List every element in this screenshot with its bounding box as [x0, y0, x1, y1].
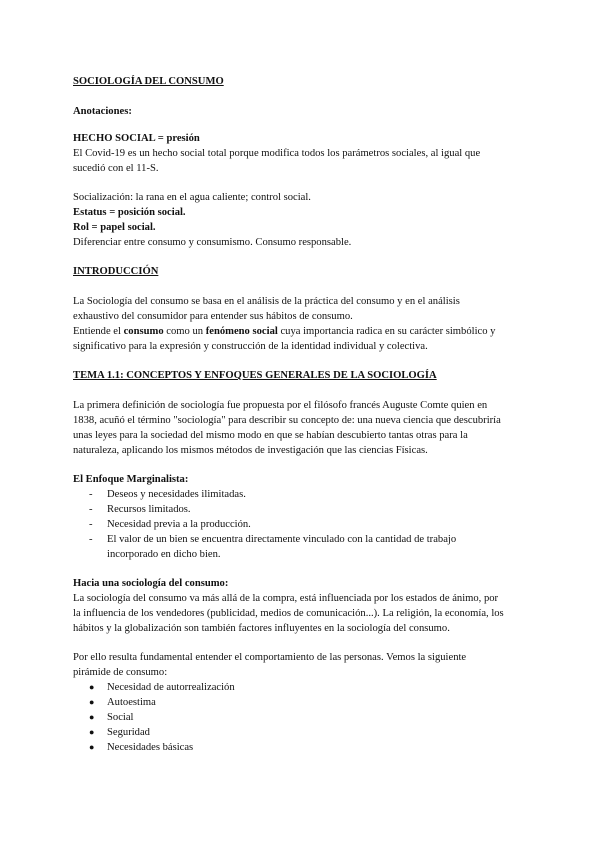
piramide-line-1: Por ello resulta fundamental entender el comportamiento de las personas. Vemos la siguiente	[73, 652, 467, 663]
intro-p1-line-2: exhaustivo del consumidor para entender sus hábitos de consumo.	[73, 311, 353, 322]
document-title: SOCIOLOGÍA DEL CONSUMO	[73, 76, 224, 87]
socializacion-line: Socialización: la rana en el agua caliente; control social.	[73, 192, 311, 203]
hacia-heading: Hacia una sociología del consumo:	[73, 578, 229, 589]
marginalista-heading: El Enfoque Marginalista:	[73, 474, 189, 485]
estatus-line: Estatus = posición social.	[73, 207, 186, 218]
covid-line-1: El Covid-19 es un hecho social total porque modifica todos los parámetros sociales, al igual que	[73, 148, 481, 159]
tema-line-4: naturaleza, aplicando los mismos métodos de investigación que las ciencias Físicas.	[73, 445, 428, 456]
dash-marker: -	[89, 489, 93, 500]
introduccion-heading: INTRODUCCIÓN	[73, 266, 159, 277]
hacia-line-1: La sociología del consumo va más allá de la compra, está influenciada por los estados de ánimo, por	[73, 593, 499, 604]
bullet-icon: ●	[89, 697, 95, 707]
hecho-social-heading: HECHO SOCIAL = presión	[73, 133, 200, 144]
tema-line-1: La primera definición de sociología fue propuesta por el filósofo francés Auguste Comte quien en	[73, 400, 488, 411]
dash-marker: -	[89, 504, 93, 515]
tema-heading: TEMA 1.1: CONCEPTOS Y ENFOQUES GENERALES DE LA SOCIOLOGÍA	[73, 370, 437, 381]
bullet-icon: ●	[89, 727, 95, 737]
intro-p2-fenomeno-social: fenómeno social	[205, 326, 278, 337]
dash-marker: -	[89, 519, 93, 530]
hacia-line-3: hábitos y la globalización son también factores influyentes en la sociología del consumo.	[73, 623, 450, 634]
covid-line-2: sucedió con el 11-S.	[73, 163, 159, 174]
intro-p2-line-2: significativo para la expresión y construcción de la identidad individual y colectiva.	[73, 341, 428, 352]
intro-p1-line-1: La Sociología del consumo se basa en el análisis de la práctica del consumo y en el análisis	[73, 296, 460, 307]
diferenciar-line: Diferenciar entre consumo y consumismo. Consumo responsable.	[73, 237, 352, 248]
tema-line-2: 1838, acuñó el término "sociología" para describir su concepto de: una nueva ciencia que descubriría	[73, 415, 501, 426]
bullet-icon: ●	[89, 712, 95, 722]
anotaciones-heading: Anotaciones:	[73, 106, 132, 117]
piramide-line-2: pirámide de consumo:	[73, 667, 168, 678]
dash-marker: -	[89, 534, 93, 545]
intro-p2-line-1	[73, 324, 495, 339]
tema-line-3: unas leyes para la sociedad del mismo modo en que se habían descubierto tantas otras para la	[73, 430, 468, 441]
intro-p2-text-a: Entiende el	[73, 326, 124, 337]
intro-p2-consumo: consumo	[123, 326, 164, 337]
bullet-icon: ●	[89, 742, 95, 752]
intro-p2-text-e: cuya importancia radica en su carácter simbólico y	[277, 326, 496, 337]
rol-line: Rol = papel social.	[73, 222, 156, 233]
intro-p2-text-c: como un	[163, 326, 206, 337]
bullet-icon: ●	[89, 682, 95, 692]
hacia-line-2: la influencia de los vendedores (publicidad, medios de comunicación...). La religión, la economía, los	[73, 608, 504, 619]
